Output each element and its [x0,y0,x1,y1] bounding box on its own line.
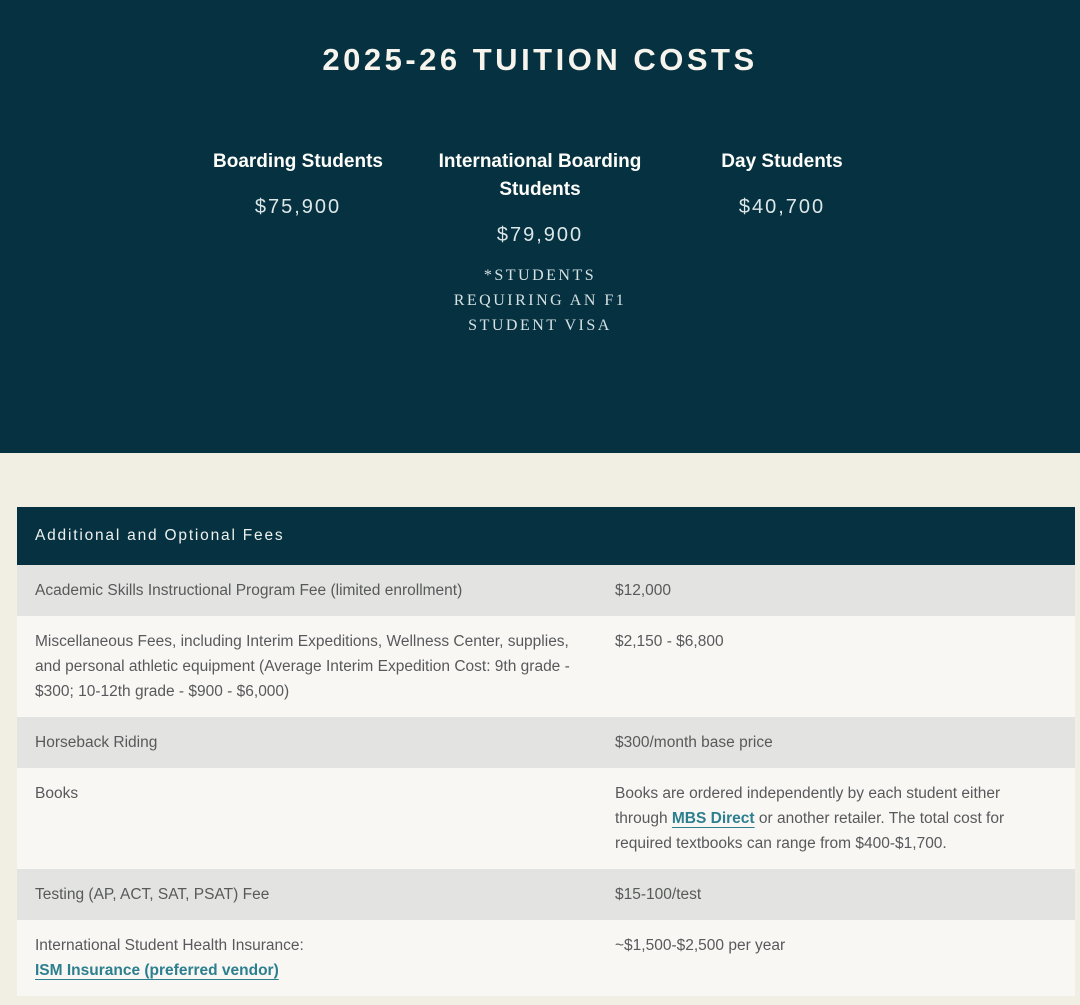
tuition-price: $79,900 [496,224,584,246]
table-row-books [17,768,1075,869]
fees-table-header [17,507,1075,565]
fee-value: $300/month base price [615,734,773,751]
tuition-column-boarding [177,148,419,338]
fee-value: ~$1,500-$2,500 per year [615,937,786,954]
table-row-miscellaneous-fees [17,616,1075,717]
table-row-horseback-riding [17,717,1075,768]
additional-fees-table [17,507,1075,996]
fees-table-header-label: Additional and Optional Fees [35,527,285,544]
fee-label [17,920,598,996]
tuition-category-label: Day Students [721,151,843,172]
fee-value-text: or another retailer. The total cost for required textbooks can range from $400-$1,700. [615,810,1005,852]
fee-value-text: Books are ordered independently by each student either through [615,785,1001,827]
table-row-testing-fee [17,869,1075,920]
table-row-academic-skills [17,565,1075,616]
fee-label: Miscellaneous Fees, including Interim Expeditions, Wellness Center, supplies, and personal athletic equipment (Average Interim Expedition Cost: 9th grade - $300; 10-12th grade - $900 - $6,000) [35,633,570,700]
fee-label: Books [35,785,79,802]
fee-label-text: International Student Health Insurance: [35,937,304,954]
page-title: 2025-26 TUITION COSTS [322,42,758,77]
fee-value: $12,000 [615,582,672,599]
ism-insurance-link[interactable]: ISM Insurance (preferred vendor) [35,962,279,979]
mbs-direct-link[interactable]: MBS Direct [671,810,755,827]
tuition-note: *STUDENTS REQUIRING AN F1 STUDENT VISA [453,267,627,334]
fee-value [598,768,1075,869]
fee-value: $2,150 - $6,800 [615,633,724,650]
fee-value: $15-100/test [615,886,702,903]
tuition-column-international [419,148,661,338]
tuition-category-label: Boarding Students [213,151,383,172]
fee-label: Testing (AP, ACT, SAT, PSAT) Fee [35,886,270,903]
table-row-health-insurance [17,920,1075,996]
fee-label: Academic Skills Instructional Program Fee (limited enrollment) [35,582,463,599]
tuition-column-day [661,148,903,338]
tuition-price: $40,700 [738,196,826,218]
tuition-columns [177,148,903,338]
tuition-category-label: International Boarding Students [438,151,642,200]
tuition-hero-section [0,0,1080,453]
fee-label: Horseback Riding [35,734,158,751]
tuition-price: $75,900 [254,196,342,218]
